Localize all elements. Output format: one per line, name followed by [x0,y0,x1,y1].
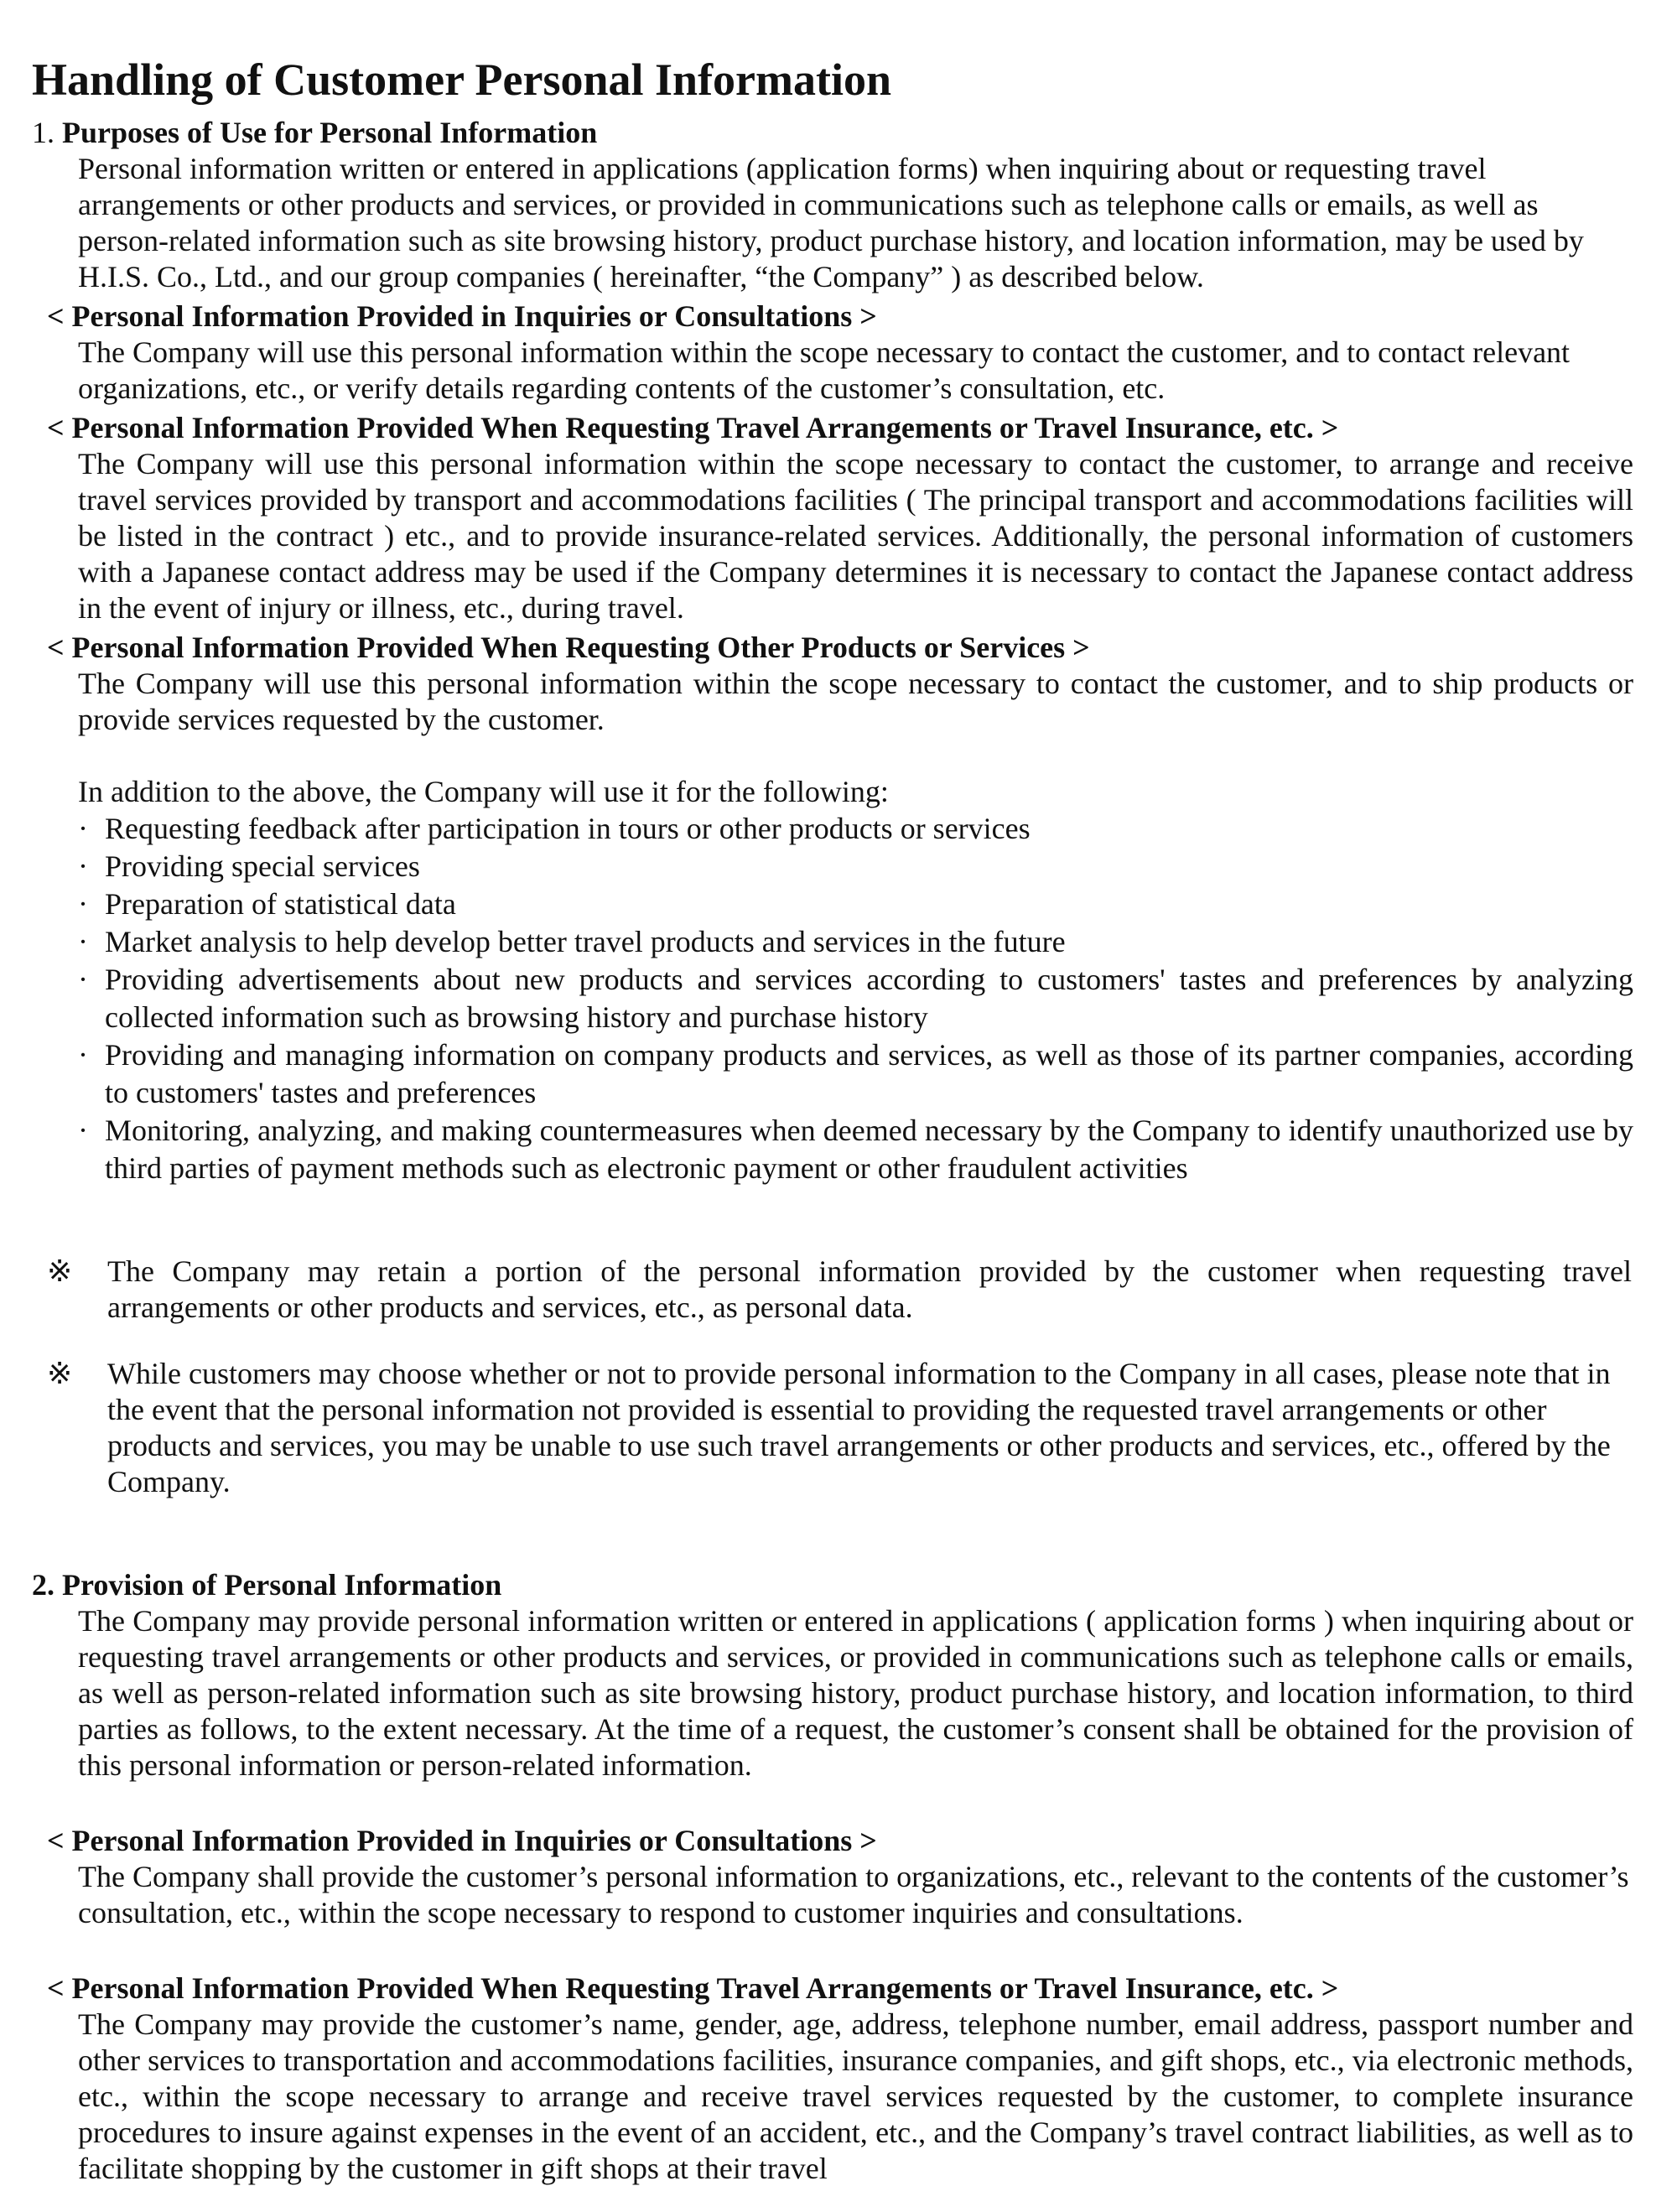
additional-uses-intro: In addition to the above, the Company will use it for the following: [78,775,889,808]
subsection-text: The Company will use this personal information within the scope necessary to contact the customer, and to contact relevant organizations, etc., or verify details regarding contents of the customer’s consultation, etc. [78,335,1571,405]
subsection-heading: < Personal Information Provided When Requesting Travel Arrangements or Travel Insurance, etc. > [47,411,1339,444]
bullet-mark: · [78,963,88,996]
section-heading [32,1566,1608,1603]
bullet-mark: · [78,1114,88,1147]
additional-uses-list [32,810,1633,1187]
document-page [32,50,1633,2187]
list-item: · Providing advertisements about new products and services according to customers' tastes and preferences by analyzing collected information such as browsing history and purchase history [78,963,1633,1034]
subsection-heading: < Personal Information Provided in Inquiries or Consultations > [47,299,877,333]
bullet-mark: · [78,887,88,921]
bullet-mark: · [78,925,88,958]
list-item: · Providing special services [78,848,1633,885]
section-purposes-of-use [32,114,1633,1500]
note: ※ The Company may retain a portion of the personal information provided by the customer when requesting travel arrangements or other products and services, etc., as personal data. [47,1254,1632,1324]
list-item: · Requesting feedback after participation in tours or other products or services [78,810,1633,848]
note: ※ While customers may choose whether or not to provide personal information to the Company in all cases, please note that in the event that the personal information not provided is essential to providing the requested travel arrangements or other products and services, you may be unable to use such travel arrangements or other products and services, etc., offered by the Company. [47,1357,1611,1498]
note-mark: ※ [47,1254,73,1288]
section-number: 2. [32,1568,55,1602]
section-intro: Personal information written or entered in applications (application forms) when inquiring about or requesting travel arrangements or other products and services, or provided in communications such as telephone calls or emails, as well as person-related information such as site browsing history, product purchase history, and location information, may be used by H.I.S. Co., Ltd., and our group companies ( hereinafter, “the Company” ) as described below. [78,152,1584,293]
bullet-mark: · [78,849,88,883]
bullet-mark: · [78,812,88,845]
section-heading [32,114,1608,151]
page-title: Handling of Customer Personal Information [32,55,892,105]
subsection-text: The Company will use this personal information within the scope necessary to contact the customer, to arrange and receive travel services provided by transport and accommodations facilities ( The principal transport and accommodations facilities will be listed in the contract ) etc., and to provide insurance-related services. Additionally, the personal information of customers with a Japanese contact address may be used if the Company determines it is necessary to contact the Japanese contact address in the event of injury or illness, etc., during travel. [78,447,1633,625]
subsection-text: The Company will use this personal information within the scope necessary to contact the customer, and to ship products or provide services requested by the customer. [78,667,1633,736]
subsection-heading: < Personal Information Provided When Requesting Other Products or Services > [47,631,1090,664]
section-number: 1. [32,116,55,149]
note-mark: ※ [47,1357,73,1390]
list-item: · Providing and managing information on company products and services, as well as those of its partner companies, according to customers' tastes and preferences [78,1038,1633,1109]
list-item: · Market analysis to help develop better travel products and services in the future [78,923,1633,961]
subsection-heading: < Personal Information Provided in Inquiries or Consultations > [47,1824,877,1857]
bullet-mark: · [78,1038,88,1072]
section-heading-text: Purposes of Use for Personal Information [62,116,598,149]
subsection-text: The Company may provide the customer’s name, gender, age, address, telephone number, email address, passport number and other services to transportation and accommodations facilities, insurance companies, and gift shops, etc., via electronic methods, etc., within the scope necessary to arrange and receive travel services requested by the customer, to complete insurance procedures to insure against expenses in the event of an accident, etc., and the Company’s travel contract liabilities, as well as to facilitate shopping by the customer in gift shops at their travel [78,2007,1633,2185]
section-heading-text: Provision of Personal Information [62,1568,502,1602]
list-item: · Monitoring, analyzing, and making countermeasures when deemed necessary by the Company to identify unauthorized use by third parties of payment methods such as electronic payment or other fraudulent activities [78,1114,1633,1185]
subsection-text: The Company shall provide the customer’s personal information to organizations, etc., relevant to the contents of the customer’s consultation, etc., within the scope necessary to respond to customer inquiries and consultations. [78,1860,1629,1929]
section-provision [32,1566,1633,2187]
subsection-heading: < Personal Information Provided When Requesting Travel Arrangements or Travel Insurance, etc. > [47,1971,1339,2005]
list-item: · Preparation of statistical data [78,885,1633,923]
section-intro: The Company may provide personal information written or entered in applications ( application forms ) when inquiring about or requesting travel arrangements or other products and services, or provided in communications such as telephone calls or emails, as well as person-related information such as site browsing history, product purchase history, and location information, to third parties as follows, to the extent necessary. At the time of a request, the customer’s consent shall be obtained for the provision of this personal information or person-related information. [78,1604,1633,1782]
